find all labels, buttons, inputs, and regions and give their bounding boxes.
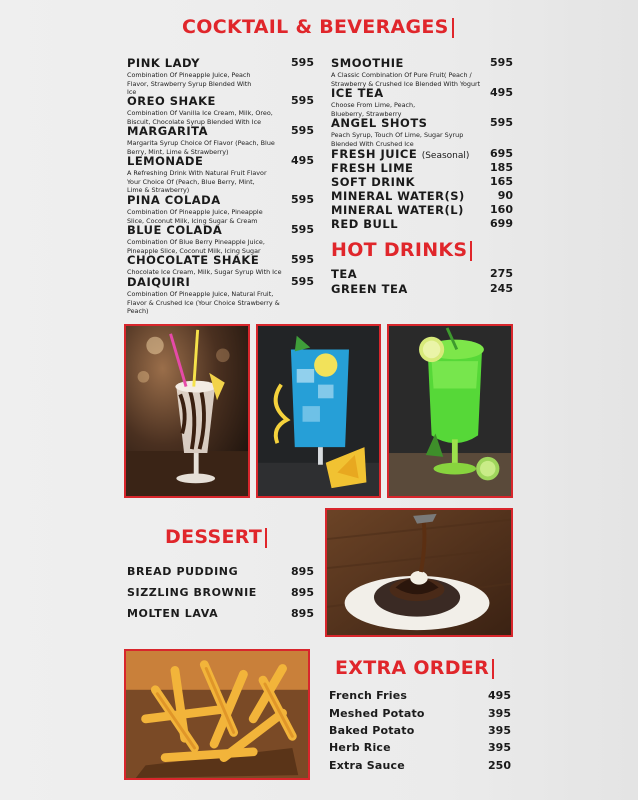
item-name: French Fries	[329, 689, 408, 702]
item-price: 595	[490, 56, 513, 69]
item-description: Combination Of Pineapple Juice, Natural Fruit, Flavor & Crushed Ice (Your Choice Strawberry & Peach)	[127, 290, 280, 316]
item-price: 275	[490, 267, 513, 280]
green-drink-photo	[387, 324, 513, 498]
item-name: ICE TEA	[331, 86, 384, 100]
item-description: Combination Of Pineapple Juice, Peach Flavor, Strawberry Syrup Blended With Ice	[127, 71, 252, 97]
item-name: Extra Sauce	[329, 759, 405, 772]
item-name-text: FRESH JUICE	[331, 147, 418, 161]
item-price: 495	[490, 86, 513, 99]
item-price: 595	[291, 94, 314, 107]
item-price: 595	[291, 124, 314, 137]
item-price: 895	[291, 586, 314, 599]
dessert-section-title	[165, 526, 267, 548]
cocktail-title-text: COCKTAIL & BEVERAGES	[182, 16, 449, 38]
item-name: LEMONADE	[127, 154, 204, 168]
menu-item	[331, 282, 513, 296]
menu-item	[127, 124, 314, 156]
item-name: OREO SHAKE	[127, 94, 216, 108]
item-description: Combination Of Pineapple Juice, Pineapple Slice, Coconut Milk, Icing Sugar & Cream	[127, 208, 263, 225]
item-name: Herb Rice	[329, 741, 391, 754]
item-price: 595	[291, 193, 314, 206]
item-price: 395	[488, 741, 511, 754]
menu-item	[127, 253, 314, 277]
menu-item	[331, 86, 513, 118]
item-name: SMOOTHIE	[331, 56, 404, 70]
menu-item	[329, 707, 511, 720]
menu-item	[127, 607, 314, 620]
menu-item	[329, 724, 511, 737]
extra-order-title-text: EXTRA ORDER	[335, 657, 490, 679]
item-description: Combination Of Vanilla Ice Cream, Milk, Oreo, Biscuit, Chocolate Syrup Blended With Ice	[127, 109, 273, 126]
item-price: 160	[490, 203, 513, 216]
menu-item	[127, 565, 314, 578]
menu-item	[331, 56, 513, 88]
item-description: Peach Syrup, Touch Of Lime, Sugar Syrup Blended With Crushed Ice	[331, 131, 464, 148]
item-price: 595	[291, 275, 314, 288]
item-name: DAIQUIRI	[127, 275, 191, 289]
menu-item	[127, 223, 314, 255]
menu-item	[127, 154, 314, 195]
seasonal-note: (Seasonal)	[421, 151, 470, 161]
item-price: 699	[490, 217, 513, 230]
item-name: PINA COLADA	[127, 193, 221, 207]
menu-item	[127, 275, 314, 316]
item-name: SOFT DRINK	[331, 175, 415, 189]
item-name: BREAD PUDDING	[127, 565, 239, 578]
item-price: 595	[291, 56, 314, 69]
item-name: GREEN TEA	[331, 282, 408, 296]
item-name	[331, 147, 513, 161]
item-price: 395	[488, 724, 511, 737]
molten-lava-photo	[325, 508, 513, 637]
item-name: PINK LADY	[127, 56, 201, 70]
item-name: MINERAL WATER(L)	[331, 203, 464, 217]
menu-item	[331, 217, 513, 231]
french-fries-photo	[124, 649, 310, 780]
item-name: MARGARITA	[127, 124, 209, 138]
menu-item	[331, 203, 513, 217]
item-name: MINERAL WATER(S)	[331, 189, 465, 203]
item-description: Choose From Lime, Peach, Blueberry, Strawberry	[331, 101, 416, 118]
item-price: 695	[490, 147, 513, 160]
item-price: 90	[497, 189, 513, 202]
chocolate-shake-photo	[124, 324, 250, 498]
menu-item	[127, 56, 314, 97]
item-price: 595	[490, 116, 513, 129]
item-name: SIZZLING BROWNIE	[127, 586, 257, 599]
item-name: CHOCOLATE SHAKE	[127, 253, 260, 267]
hot-drinks-title-text: HOT DRINKS	[331, 239, 468, 261]
dessert-title-text: DESSERT	[165, 526, 263, 548]
menu-item	[329, 759, 511, 772]
menu-item	[331, 175, 513, 189]
item-price: 595	[291, 223, 314, 236]
item-price: 395	[488, 707, 511, 720]
item-name: TEA	[331, 267, 358, 281]
item-price: 895	[291, 607, 314, 620]
hot-drinks-section-title	[331, 239, 472, 261]
menu-item	[331, 116, 513, 148]
menu-item	[127, 193, 314, 225]
item-description: Margarita Syrup Choice Of Flavor (Peach, Blue Berry, Mint, Lime & Strawberry)	[127, 139, 275, 156]
item-price: 245	[490, 282, 513, 295]
item-price: 165	[490, 175, 513, 188]
item-name: BLUE COLADA	[127, 223, 223, 237]
menu-item	[329, 689, 511, 702]
item-name: ANGEL SHOTS	[331, 116, 428, 130]
item-name: Meshed Potato	[329, 707, 425, 720]
extra-order-section-title	[335, 657, 494, 679]
menu-item	[329, 741, 511, 754]
cocktail-section-title	[182, 16, 454, 38]
item-price: 595	[291, 253, 314, 266]
item-price: 895	[291, 565, 314, 578]
item-description: Chocolate Ice Cream, Milk, Sugar Syrup With Ice	[127, 268, 282, 276]
menu-item	[331, 161, 513, 175]
item-description: A Refreshing Drink With Natural Fruit Flavor Your Choice Of (Peach, Blue Berry, Mint, Lime & Strawberry)	[127, 169, 267, 195]
menu-item	[331, 267, 513, 281]
item-name: MOLTEN LAVA	[127, 607, 219, 620]
item-description: Combination Of Blue Berry Pineapple Juice, Pineapple Slice, Coconut Milk, Icing Sugar	[127, 238, 265, 255]
menu-item	[127, 94, 314, 126]
item-price: 495	[488, 689, 511, 702]
menu-item	[331, 147, 513, 161]
item-price: 495	[291, 154, 314, 167]
menu-item	[331, 189, 513, 203]
item-price: 185	[490, 161, 513, 174]
item-name: RED BULL	[331, 217, 399, 231]
item-name: FRESH LIME	[331, 161, 414, 175]
blue-drink-photo	[256, 324, 381, 498]
item-name: Baked Potato	[329, 724, 415, 737]
item-price: 250	[488, 759, 511, 772]
item-description: A Classic Combination Of Pure Fruit( Peach / Strawberry & Crushed Ice Blended With Yogurt	[331, 71, 481, 88]
menu-item	[127, 586, 314, 599]
